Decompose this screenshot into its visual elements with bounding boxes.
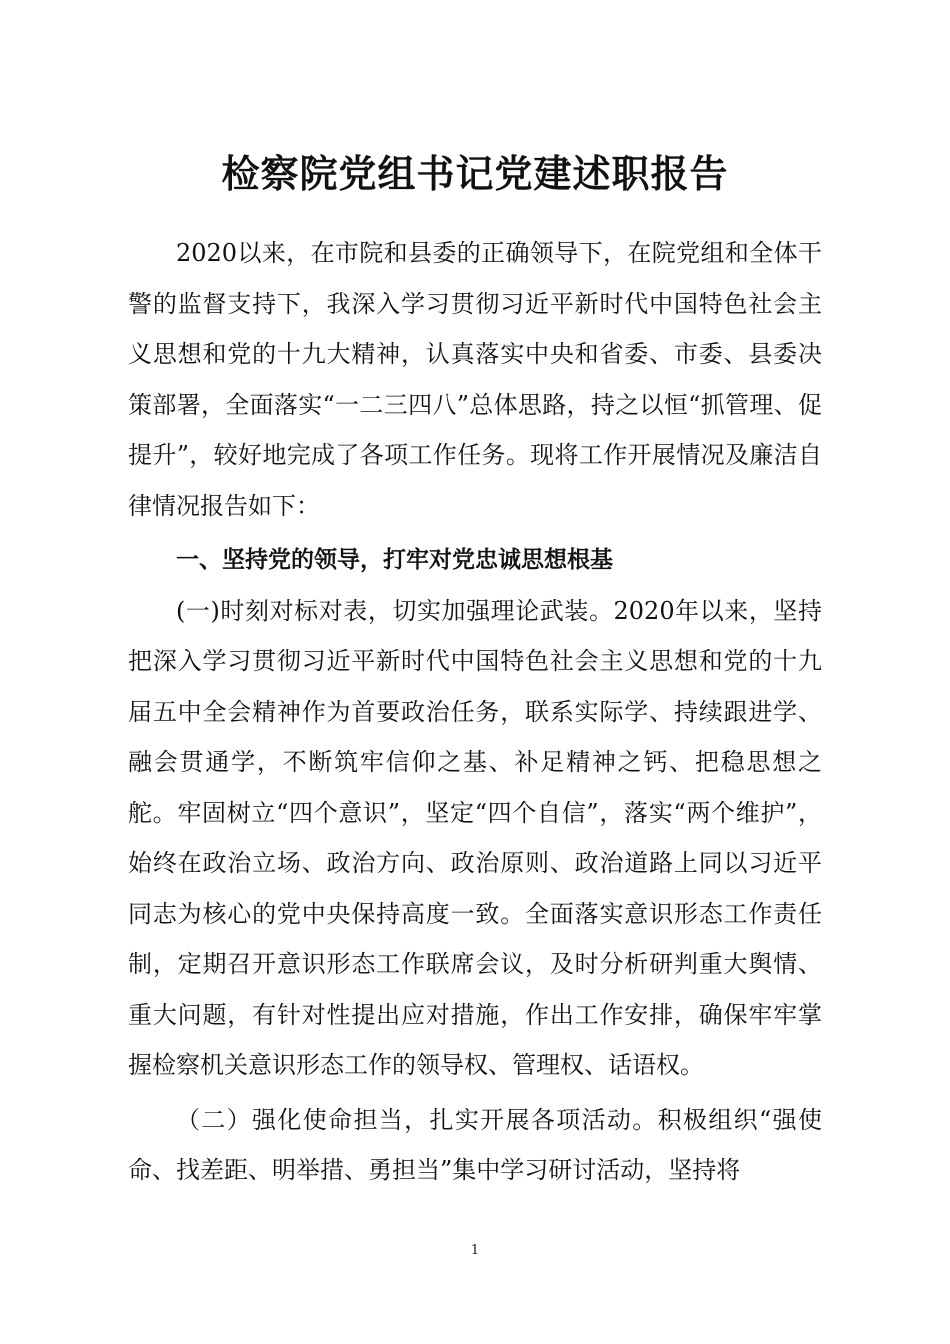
intro-paragraph: 2020以来，在市院和县委的正确领导下，在院党组和全体干警的监督支持下，我深入学习贯彻习近平新时代中国特色社会主义思想和党的十九大精神，认真落实中央和省委、市委、县委决策部署，全面落实“一二三四八”总体思路，持之以恒“抓管理、促提升”，较好地完成了各项工作任务。现将工作开展情况及廉洁自律情况报告如下： [128, 239, 822, 520]
section-heading-1: 一、坚持党的领导，打牢对党忠诚思想根基 [176, 547, 613, 573]
section1-paragraph-2: （二）强化使命担当，扎实开展各项活动。积极组织“强使命、找差距、明举措、勇担当”集中学习研讨活动，坚持将 [128, 1105, 822, 1184]
section1-paragraph-1: (一)时刻对标对表，切实加强理论武装。2020年以来，坚持把深入学习贯彻习近平新时代中国特色社会主义思想和党的十九届五中全会精神作为首要政治任务，联系实际学、持续跟进学、融会贯通学，不断筑牢信仰之基、补足精神之钙、把稳思想之舵。牢固树立“四个意识”，坚定“四个自信”，落实“两个维护”，始终在政治立场、政治方向、政治原则、政治道路上同以习近平同志为核心的党中央保持高度一致。全面落实意识形态工作责任制，定期召开意识形态工作联席会议，及时分析研判重大舆情、重大问题，有针对性提出应对措施，作出工作安排，确保牢牢掌握检察机关意识形态工作的领导权、管理权、话语权。 [128, 596, 822, 1079]
document-body [128, 228, 822, 1196]
document-title: 检察院党组书记党建述职报告 [221, 151, 729, 196]
page-number: 1 [470, 1243, 480, 1258]
